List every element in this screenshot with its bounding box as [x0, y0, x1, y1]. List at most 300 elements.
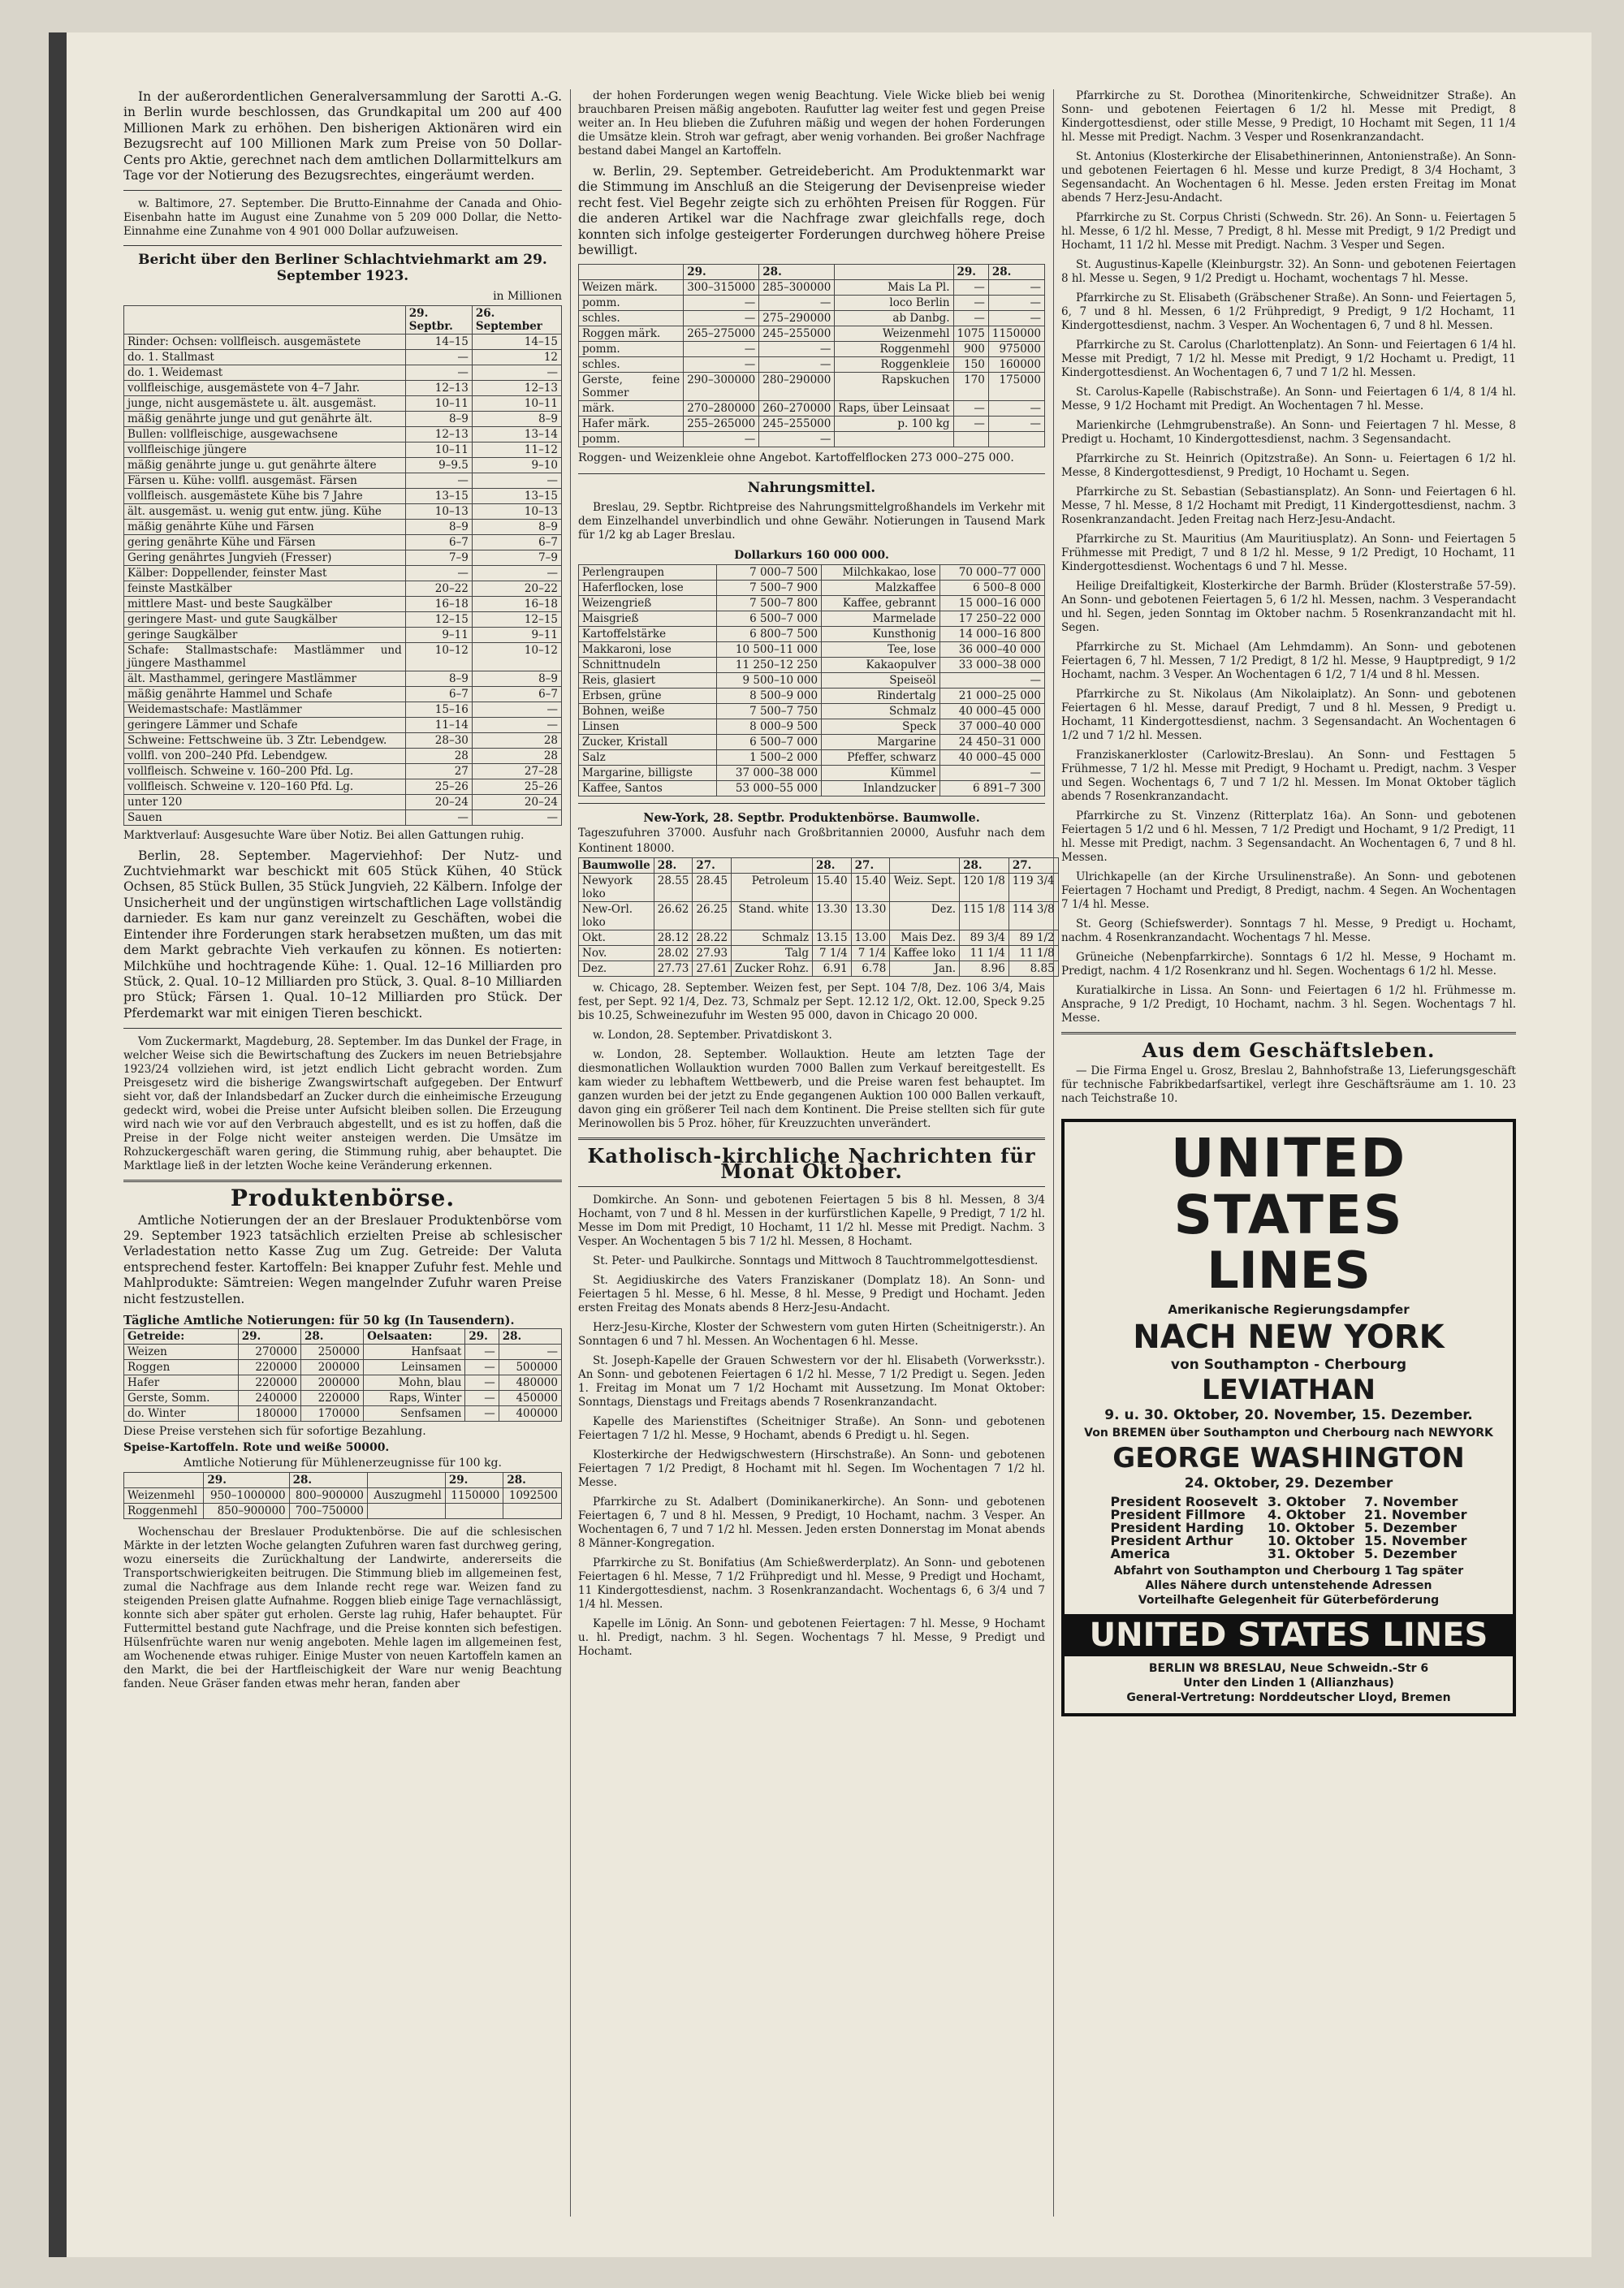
table-cell: —: [405, 809, 472, 825]
table-cell: Roggen: [124, 1360, 239, 1375]
table-cell: loco Berlin: [835, 296, 953, 311]
table-header-cell: [579, 265, 684, 280]
table-cell: Dez.: [890, 901, 960, 930]
table-cell: 8–9: [405, 519, 472, 534]
table-cell: 7 500–7 800: [716, 595, 821, 611]
table-cell: vollfl. von 200–240 Pfd. Lebendgew.: [124, 748, 406, 763]
table-cell: 15.40: [851, 873, 890, 901]
table-cell: President Harding: [1110, 1519, 1244, 1535]
table-cell: [367, 1503, 445, 1518]
table-cell: 6 500–8 000: [939, 580, 1044, 595]
table-cell: Weidemastschafe: Mastlämmer: [124, 702, 406, 717]
table-row: [579, 280, 1045, 296]
table-row: [124, 503, 562, 519]
cattle-unit: in Millionen: [493, 290, 562, 304]
table-cell: 119 3/4: [1009, 873, 1058, 901]
table-cell: vollfleischige, ausgemästete von 4–7 Jahr.: [124, 380, 406, 395]
table-row: [124, 1360, 562, 1375]
table-cell: 6–7: [472, 534, 561, 550]
column-rule: [1053, 89, 1054, 2217]
table-row: [579, 719, 1045, 734]
table-header-cell: 28.: [813, 857, 852, 873]
table-cell: 25–26: [405, 779, 472, 794]
church-ulrich: Ulrichkapelle (an der Kirche Ursulinenstraße). An Sonn- und gebotenen Feiertagen 7 Hochamt und Predigt, 8 Predigt, nachm. 4 Segen. An Wochentagen 7 1/4 hl. Messe.: [1061, 870, 1516, 911]
divider: [578, 473, 1045, 474]
table-cell: Sauen: [124, 809, 406, 825]
table-cell: 13.00: [851, 930, 890, 945]
table-cell: —: [939, 672, 1044, 688]
table-cell: 28–30: [405, 732, 472, 748]
table-cell: Schweine: Fettschweine üb. 3 Ztr. Lebendgew.: [124, 732, 406, 748]
table-header-cell: [835, 265, 953, 280]
table-cell: 28.02: [654, 945, 693, 961]
table-row: [579, 432, 1045, 447]
table-cell: 1 500–2 000: [716, 749, 821, 765]
grain-note: Roggen- und Weizenkleie ohne Angebot. Kartoffelflocken 273 000–275 000.: [578, 451, 1014, 465]
table-header-cell: 28.: [654, 857, 693, 873]
table-cell: 250000: [300, 1345, 363, 1360]
table-cell: 7 000–7 500: [716, 564, 821, 580]
business-notice: — Die Firma Engel u. Grosz, Breslau 2, Bahnhofstraße 13, Lieferungsgeschäft für technische Fabrikbedarfsartikel, verlegt ihre Geschäftsräume am 1. 10. 23 nach Teichstraße 10.: [1061, 1064, 1516, 1106]
table-cell: 8–9: [472, 411, 561, 426]
table-cell: Bohnen, weiße: [579, 703, 717, 719]
table-cell: Pfeffer, schwarz: [822, 749, 940, 765]
table-cell: [953, 432, 988, 447]
table-row: [579, 357, 1045, 373]
table-row: [124, 627, 562, 642]
table-cell: Hanfsaat: [364, 1345, 465, 1360]
table-cell: Erbsen, grüne: [579, 688, 717, 703]
table-row: [124, 488, 562, 503]
table-cell: 20–24: [472, 794, 561, 809]
table-cell: Talg: [732, 945, 813, 961]
table-cell: Rindertalg: [822, 688, 940, 703]
table-cell: Marmelade: [822, 611, 940, 626]
table-cell: Gering genährtes Jungvieh (Fresser): [124, 550, 406, 565]
table-cell: Schafe: Stallmastschafe: Mastlämmer und jüngere Masthammel: [124, 642, 406, 671]
article-baltimore: w. Baltimore, 27. September. Die Brutto-Einnahme der Canada and Ohio-Eisenbahn hatte im August eine Zunahme von 5 209 000 Dollar, die Netto-Einnahme eine Zunahme von 4 901 000 Dollar aufzuweisen.: [123, 197, 562, 239]
table-cell: Newyork loko: [579, 873, 654, 901]
table-cell: President Roosevelt: [1110, 1493, 1259, 1509]
article-sarotti: In der außerordentlichen Generalversammlung der Sarotti A.-G. in Berlin wurde beschlossen, das Grundkapital um 200 auf 400 Millionen Mark zu erhöhen. Den bisherigen Aktionären wird ein Bezugsrecht auf 100 Millionen Mark zum Preise von 50 Dollar-Cents pro Aktie, gerechnet nach dem amtlichen Dollarmittelkurs am Tage vor der Notierung des Bezugsrechtes, eingeräumt werden.: [123, 89, 562, 183]
table-cell: 1150000: [445, 1487, 503, 1503]
table-cell: 950–1000000: [204, 1487, 289, 1503]
table-cell: 3. Oktober: [1268, 1493, 1345, 1509]
berlin-grain-header: [579, 265, 1045, 280]
table-cell: Dez.: [579, 961, 654, 976]
table-cell: —: [953, 311, 988, 326]
table-cell: Reis, glasiert: [579, 672, 717, 688]
produce-exchange-intro: Amtliche Notierungen der an der Breslauer Produktenbörse vom 29. September 1923 tatsächlich erzielten Preise ab schlesischer Verladestation netto Kasse Zug um Zug. Getreide: Der Valuta entsprechend fester. Kartoffeln: Bei knapper Zufuhr fest. Mehle und Mahlprodukte: Sämtreien: Wegen mangelnder Zufuhr waren Preise nicht festzustellen.: [123, 1212, 562, 1306]
table-cell: 15.40: [813, 873, 852, 901]
column-2: [578, 89, 1055, 2217]
united-states-lines-ad: [1061, 1119, 1516, 1716]
table-cell: Schmalz: [732, 930, 813, 945]
table-row: [579, 749, 1045, 765]
table-row: [579, 688, 1045, 703]
table-cell: 37 000–40 000: [939, 719, 1044, 734]
table-cell: 7 1/4: [813, 945, 852, 961]
berlin-grain-table: [578, 264, 1045, 447]
table-header-cell: 27.: [851, 857, 890, 873]
table-cell: unter 120: [124, 794, 406, 809]
table-cell: Kakaopulver: [822, 657, 940, 672]
table-row: [124, 457, 562, 473]
table-cell: 15 000–16 000: [939, 595, 1044, 611]
newyork-intro: Tageszufuhren 37000. Ausfuhr nach Großbritannien 20000, Ausfuhr nach dem Kontinent 18000.: [578, 827, 1045, 856]
table-cell: 285–300000: [759, 280, 835, 296]
table-cell: 220000: [238, 1360, 300, 1375]
table-cell: 275–290000: [759, 311, 835, 326]
table-cell: vollfleischige jüngere: [124, 442, 406, 457]
table-header-cell: Getreide:: [124, 1329, 239, 1345]
table-cell: 400000: [499, 1406, 561, 1422]
church-augustinus: St. Augustinus-Kapelle (Kleinburgstr. 32). An Sonn- und gebotenen Feiertagen 8 hl. Messe u. Segen, 9 1/2 Predigt u. Hochamt, wochentags 7 hl. Messe.: [1061, 258, 1516, 285]
table-row: [579, 417, 1045, 432]
table-row: [124, 1406, 562, 1422]
table-cell: Petroleum: [732, 873, 813, 901]
table-cell: 900: [953, 342, 988, 357]
table-cell: 10–11: [405, 442, 472, 457]
table-cell: 170000: [300, 1406, 363, 1422]
table-cell: —: [988, 296, 1044, 311]
table-cell: mäßig genährte junge und gut genährte ält.: [124, 411, 406, 426]
church-joseph: St. Joseph-Kapelle der Grauen Schwestern vor der hl. Elisabeth (Vorwerksstr.). An Sonn- und gebotenen Feiertagen 6 1/2 hl. Messe, 7 1/2 Predigt u. Segen. Jeden 1. Freitag im Monat um 7 1/2 Hochamt mit Aussetzung. Im Monat Oktober: Sonntags, Dienstags und Freitags abends 7 Rosenkranzandacht.: [578, 1353, 1045, 1409]
table-row: [124, 473, 562, 488]
table-cell: 20–22: [472, 581, 561, 596]
table-cell: 28.12: [654, 930, 693, 945]
table-row: [579, 401, 1045, 417]
ad-footer-brand: UNITED STATES LINES: [1065, 1614, 1513, 1656]
table-cell: 27.93: [693, 945, 732, 961]
table-cell: 89 3/4: [960, 930, 1009, 945]
table-cell: —: [405, 365, 472, 380]
table-cell: 175000: [988, 373, 1044, 401]
table-cell: 700–750000: [289, 1503, 367, 1518]
table-cell: 11–14: [405, 717, 472, 732]
church-lissa: Kuratialkirche in Lissa. An Sonn- und Feiertagen 6 1/2 hl. Frühmesse m. Ansprache, 9 1/2 Predigt, 10 Hochamt, nachm. 3 hl. Segen. Wochentags 7 hl. Messe.: [1061, 984, 1516, 1025]
table-row: [124, 642, 562, 671]
table-cell: —: [465, 1360, 499, 1375]
table-cell: —: [759, 342, 835, 357]
table-cell: 270–280000: [684, 401, 759, 417]
table-cell: 13.15: [813, 930, 852, 945]
table-cell: 31. Oktober: [1268, 1545, 1355, 1561]
table-cell: 270000: [238, 1345, 300, 1360]
table-cell: vollfleisch. Schweine v. 120–160 Pfd. Lg.: [124, 779, 406, 794]
table-cell: schles.: [579, 311, 684, 326]
table-cell: märk.: [579, 401, 684, 417]
table-cell: 25–26: [472, 779, 561, 794]
cattle-note: Marktverlauf: Ausgesuchte Ware über Notiz. Bei allen Gattungen ruhig.: [123, 828, 525, 842]
table-cell: 115 1/8: [960, 901, 1009, 930]
table-cell: Maisgrieß: [579, 611, 717, 626]
table-row: [124, 1487, 562, 1503]
table-cell: Malzkaffee: [822, 580, 940, 595]
article-weekly-review: Wochenschau der Breslauer Produktenbörse. Die auf die schlesischen Märkte in der letzten Woche gelangten Zufuhren waren fast durchweg gering, wozu einerseits die Zurückhaltung der Landwirte, andererseits die Transportschwierigkeiten beitrugen. Die Stimmung blieb im allgemeinen fest, zumal die Nachfrage aus dem Inlande recht rege war. Weizen fand zu steigenden Preisen glatte Aufnahme. Roggen blieb einige Tage vernachlässigt, konnte sich aber später gut erholen. Gerste lag ruhig, Hafer behauptet. Für Futtermittel bestand gute Nachfrage, und die Preise konnten sich befestigen. Hülsenfrüchte waren nur wenig angeboten. Mehle lagen im allgemeinen fest, am Wochenende etwas ruhiger. Einige Muster von neuen Kartoffeln kamen an den Markt, die bei der Hartfleischigkeit der Ware nur wenig Beachtung fanden. Neue Gräser fanden etwas mehr heran, fanden aber: [123, 1525, 562, 1690]
table-cell: Schmalz: [822, 703, 940, 719]
table-cell: 33 000–38 000: [939, 657, 1044, 672]
table-row: [579, 373, 1045, 401]
table-row: [124, 611, 562, 627]
table-cell: Rapskuchen: [835, 373, 953, 401]
table-header-cell: 28.: [759, 265, 835, 280]
table-cell: 1092500: [503, 1487, 562, 1503]
table-cell: 28.55: [654, 873, 693, 901]
table-cell: 11–12: [472, 442, 561, 457]
table-cell: —: [684, 311, 759, 326]
table-row: [124, 779, 562, 794]
table-cell: 40 000–45 000: [939, 703, 1044, 719]
table-row: [579, 326, 1045, 342]
table-header-cell: 28.: [300, 1329, 363, 1345]
article-london-discount: w. London, 28. September. Privatdiskont 3.: [593, 1028, 832, 1042]
table-cell: 28.45: [693, 873, 732, 901]
table-row: [124, 519, 562, 534]
table-cell: Senfsamen: [364, 1406, 465, 1422]
table-cell: Linsen: [579, 719, 717, 734]
table-header-cell: 28.: [988, 265, 1044, 280]
ad-schedule: [1106, 1493, 1472, 1561]
table-header-cell: [124, 305, 406, 334]
table-header-cell: 28.: [503, 1472, 562, 1487]
ad-note-1: Abfahrt von Southampton und Cherbourg 1 Tag später: [1113, 1564, 1464, 1578]
table-row: [124, 365, 562, 380]
table-cell: 21. November: [1364, 1506, 1467, 1522]
table-cell: —: [953, 280, 988, 296]
food-table-body: [579, 564, 1045, 796]
table-row: [124, 411, 562, 426]
table-header-cell: 26. September: [472, 305, 561, 334]
church-bonifatius: Pfarrkirche zu St. Bonifatius (Am Schießwerderplatz). An Sonn- und gebotenen Feiertagen 6 hl. Messe, 7 1/2 Frühpredigt und hl. Messe, 9 Predigt und Hochamt, 11 Kindergottesdienst, nachm. 3 Rosenkranzandacht. Wochentags 6, 6 3/4 und 7 1/4 hl. Messen.: [578, 1556, 1045, 1611]
table-cell: 89 1/2: [1009, 930, 1058, 945]
table-cell: 10–12: [405, 642, 472, 671]
table-row: [124, 565, 562, 581]
table-cell: 9 500–10 000: [716, 672, 821, 688]
table-cell: 28: [472, 732, 561, 748]
table-cell: —: [684, 357, 759, 373]
table-cell: 27: [405, 763, 472, 779]
table-row: [124, 1375, 562, 1391]
table-cell: 36 000–40 000: [939, 641, 1044, 657]
table-row: [579, 703, 1045, 719]
table-row: [124, 442, 562, 457]
church-marien: Marienkirche (Lehmgrubenstraße). An Sonn- und Feiertagen 7 hl. Messe, 8 Predigt u. Hochamt, 10 Kindergottesdienst, nachm. 3 Segensandacht.: [1061, 419, 1516, 446]
table-cell: —: [953, 417, 988, 432]
table-cell: —: [472, 702, 561, 717]
table-cell: 26.62: [654, 901, 693, 930]
table-cell: 40 000–45 000: [939, 749, 1044, 765]
divider: [578, 1138, 1045, 1140]
table-cell: 850–900000: [204, 1503, 289, 1518]
divider: [123, 1180, 562, 1182]
table-cell: Weizenmehl: [835, 326, 953, 342]
table-cell: pomm.: [579, 342, 684, 357]
table-cell: 265–275000: [684, 326, 759, 342]
table-cell: geringere Lämmer und Schafe: [124, 717, 406, 732]
table-cell: [503, 1503, 562, 1518]
table-cell: Weizengrieß: [579, 595, 717, 611]
table-cell: America: [1110, 1545, 1171, 1561]
church-michael: Pfarrkirche zu St. Michael (Am Lehmdamm). An Sonn- und gebotenen Feiertagen 6, 7 hl. Messen, 7 1/2 Predigt, 8 1/2 hl. Messe, 9 Hauptpredigt, 9 1/2 Hochamt, nachm. 3 Vesper. An Wochentagen 6 1/2, 7 1/4 und 8 hl. Messen.: [1061, 641, 1516, 681]
table-cell: 15–16: [405, 702, 472, 717]
table-cell: —: [499, 1345, 561, 1360]
table-cell: 15. November: [1364, 1532, 1467, 1548]
table-cell: —: [405, 473, 472, 488]
table-row: [579, 580, 1045, 595]
table-row: [579, 734, 1045, 749]
table-row: [124, 380, 562, 395]
table-cell: 8 000–9 500: [716, 719, 821, 734]
table-row: [124, 596, 562, 611]
table-cell: Inlandzucker: [822, 780, 940, 796]
table-cell: Speck: [822, 719, 940, 734]
table-row: [124, 732, 562, 748]
food-table: [578, 564, 1045, 796]
table-cell: Rinder: Ochsen: vollfleisch. ausgemästete: [124, 334, 406, 349]
table-cell: 27.73: [654, 961, 693, 976]
table-cell: 9–9.5: [405, 457, 472, 473]
table-cell: 975000: [988, 342, 1044, 357]
church-hedwig: Klosterkirche der Hedwigschwestern (Hirschstraße). An Sonn- und gebotenen Feiertagen 7 1/2 Predigt, 8 Hochamt mit hl. Segen. Im Wochentagen 7 1/2 hl. Messe.: [578, 1448, 1045, 1489]
table-cell: 9–10: [472, 457, 561, 473]
table-cell: Jan.: [890, 961, 960, 976]
table-row: [579, 901, 1059, 930]
divider: [1061, 1032, 1516, 1034]
table-cell: 12–15: [472, 611, 561, 627]
table-row: [579, 311, 1045, 326]
table-cell: 28: [472, 748, 561, 763]
table-cell: 290–300000: [684, 373, 759, 401]
table-cell: Margarine, billigste: [579, 765, 717, 780]
food-title: Nahrungsmittel.: [747, 479, 876, 496]
table-cell: Zucker Rohz.: [732, 961, 813, 976]
table-cell: —: [472, 717, 561, 732]
table-cell: Kümmel: [822, 765, 940, 780]
divider: [578, 803, 1045, 804]
table-row: [124, 1345, 562, 1360]
table-cell: Raps, Winter: [364, 1391, 465, 1406]
table-cell: —: [684, 342, 759, 357]
church-aegidius: St. Aegidiuskirche des Vaters Franziskaner (Domplatz 18). An Sonn- und Feiertagen 5 hl. Messe, 6 hl. Messe, 8 hl. Messe, 9 Predigt und Hochamt. Jeden ersten Freitag des Monats abends 8 Herz-Jesu-Andacht.: [578, 1273, 1045, 1315]
table-row: [579, 564, 1045, 580]
schedule-row: [1106, 1548, 1472, 1561]
table-cell: 24 450–31 000: [939, 734, 1044, 749]
table-cell: 7–9: [405, 550, 472, 565]
table-header-cell: 29.: [465, 1329, 499, 1345]
table-cell: 8–9: [405, 411, 472, 426]
table-cell: 240000: [238, 1391, 300, 1406]
table-row: [124, 1503, 562, 1518]
table-cell: Weizenmehl: [124, 1487, 204, 1503]
table-cell: 10. Oktober: [1268, 1519, 1355, 1535]
table-row: [124, 1391, 562, 1406]
table-cell: 5. Dezember: [1364, 1519, 1457, 1535]
table-cell: 8–9: [472, 671, 561, 686]
table-cell: New-Orl. loko: [579, 901, 654, 930]
table-cell: Roggenmehl: [124, 1503, 204, 1518]
table-cell: Auszugmehl: [367, 1487, 445, 1503]
table-cell: 10–13: [405, 503, 472, 519]
table-cell: Kaffee, gebrannt: [822, 595, 940, 611]
table-cell: 12–13: [472, 380, 561, 395]
table-cell: 16–18: [405, 596, 472, 611]
church-franziskaner: Franziskanerkloster (Carlowitz-Breslau). An Sonn- und Festtagen 5 Frühmesse, 7 1/2 hl. Messe mit Predigt, 9 Hochamt u. Predigt, nachm. 3 Vesper und Segen. Wochentags 6, 7 und 7 1/2 hl. Messen. Im Monat Oktober täglich abends 7 Rosenkranzandacht.: [1061, 749, 1516, 803]
table-row: [579, 657, 1045, 672]
table-row: [579, 641, 1045, 657]
table-cell: 9–11: [472, 627, 561, 642]
table-cell: President Fillmore: [1110, 1506, 1246, 1522]
table-cell: 7 1/4: [851, 945, 890, 961]
table-cell: 1150000: [988, 326, 1044, 342]
table-cell: —: [472, 473, 561, 488]
table-cell: —: [759, 357, 835, 373]
table-header-cell: 29.: [204, 1472, 289, 1487]
table-row: [124, 794, 562, 809]
table-cell: —: [405, 349, 472, 365]
table-cell: 12–13: [405, 426, 472, 442]
table-cell: Roggenkleie: [835, 357, 953, 373]
table-cell: 170: [953, 373, 988, 401]
table-cell: 53 000–55 000: [716, 780, 821, 796]
table-cell: 300–315000: [684, 280, 759, 296]
table-cell: 114 3/8: [1009, 901, 1058, 930]
table-cell: President Arthur: [1110, 1532, 1233, 1548]
cattle-table-body: [124, 334, 562, 825]
table-cell: 5. Dezember: [1364, 1545, 1457, 1561]
table-cell: —: [988, 311, 1044, 326]
table-row: [124, 686, 562, 702]
table-cell: 6–7: [472, 686, 561, 702]
table-cell: 12–15: [405, 611, 472, 627]
table-cell: mäßig genährte Hammel und Schafe: [124, 686, 406, 702]
church-nikolaus: Pfarrkirche zu St. Nikolaus (Am Nikolaiplatz). An Sonn- und gebotenen Feiertagen 6 hl. Messe, darauf Predigt, 7 und 8 hl. Messen, 9 Predigt u. Hochamt, 11 Kindergottesdienst, nachm. 3 Segensandacht. An Wochentagen 6 1/2 und 7 1/2 hl. Messen.: [1061, 688, 1516, 742]
table-cell: Zucker, Kristall: [579, 734, 717, 749]
ad-address-3: General-Vertretung: Norddeutscher Lloyd, Bremen: [1126, 1690, 1451, 1704]
ad-note-3: Vorteilhafte Gelegenheit für Güterbeförderung: [1138, 1593, 1440, 1607]
table-cell: 11 1/8: [1009, 945, 1058, 961]
church-carolus-kapelle: St. Carolus-Kapelle (Rabischstraße). An Sonn- und Feiertagen 6 1/4, 8 1/4 hl. Messe, 9 1/2 Hochamt mit Predigt. An Wochentagen 7 hl. Messe.: [1061, 386, 1516, 412]
table-header-cell: 27.: [693, 857, 732, 873]
table-row: [579, 342, 1045, 357]
church-elisabeth: Pfarrkirche zu St. Elisabeth (Gräbschener Straße). An Sonn- und Feiertagen 5, 6, 7 und 8 hl. Messen, 6 1/2 Frühpredigt, 9 Predigt, 9 1/2 Hochamt, 11 Kindergottesdienst, nachm. 3 Vesper. An Wochentagen 6, 7 und 8 hl. Messen.: [1061, 291, 1516, 332]
table-cell: mittlere Mast- und beste Saugkälber: [124, 596, 406, 611]
cattle-table-header: [124, 305, 562, 334]
table-header-cell: 29.: [445, 1472, 503, 1487]
table-cell: vollfleisch. Schweine v. 160–200 Pfd. Lg.: [124, 763, 406, 779]
divider: [123, 245, 562, 246]
table-row: [124, 550, 562, 565]
column-3: [1061, 89, 1516, 2217]
divider: [578, 1186, 1045, 1187]
table-header-cell: Oelsaaten:: [364, 1329, 465, 1345]
flour-table-header: [124, 1472, 562, 1487]
table-cell: Kunsthonig: [822, 626, 940, 641]
table-cell: —: [988, 280, 1044, 296]
table-cell: Kaffee, Santos: [579, 780, 717, 796]
table-header-cell: 28.: [289, 1472, 367, 1487]
table-cell: 255–265000: [684, 417, 759, 432]
table-cell: Kaffee loko: [890, 945, 960, 961]
table-cell: —: [953, 296, 988, 311]
grain-table: [123, 1328, 562, 1422]
table-cell: 14 000–16 800: [939, 626, 1044, 641]
church-corpus-christi: Pfarrkirche zu St. Corpus Christi (Schwedn. Str. 26). An Sonn- u. Feiertagen 5 hl. Messe, 6 1/2 hl. Messe, 7 Predigt, 8 hl. Messe mit Predigt, 9 1/2 Predigt und Hochamt, 11 1/2 hl. Messe mit Predigt. Nachm. 3 Vesper und Segen.: [1061, 211, 1516, 252]
table-cell: do. Winter: [124, 1406, 239, 1422]
table-cell: junge, nicht ausgemästete u. ält. ausgemäst.: [124, 395, 406, 411]
table-cell: 8.96: [960, 961, 1009, 976]
table-row: [124, 809, 562, 825]
